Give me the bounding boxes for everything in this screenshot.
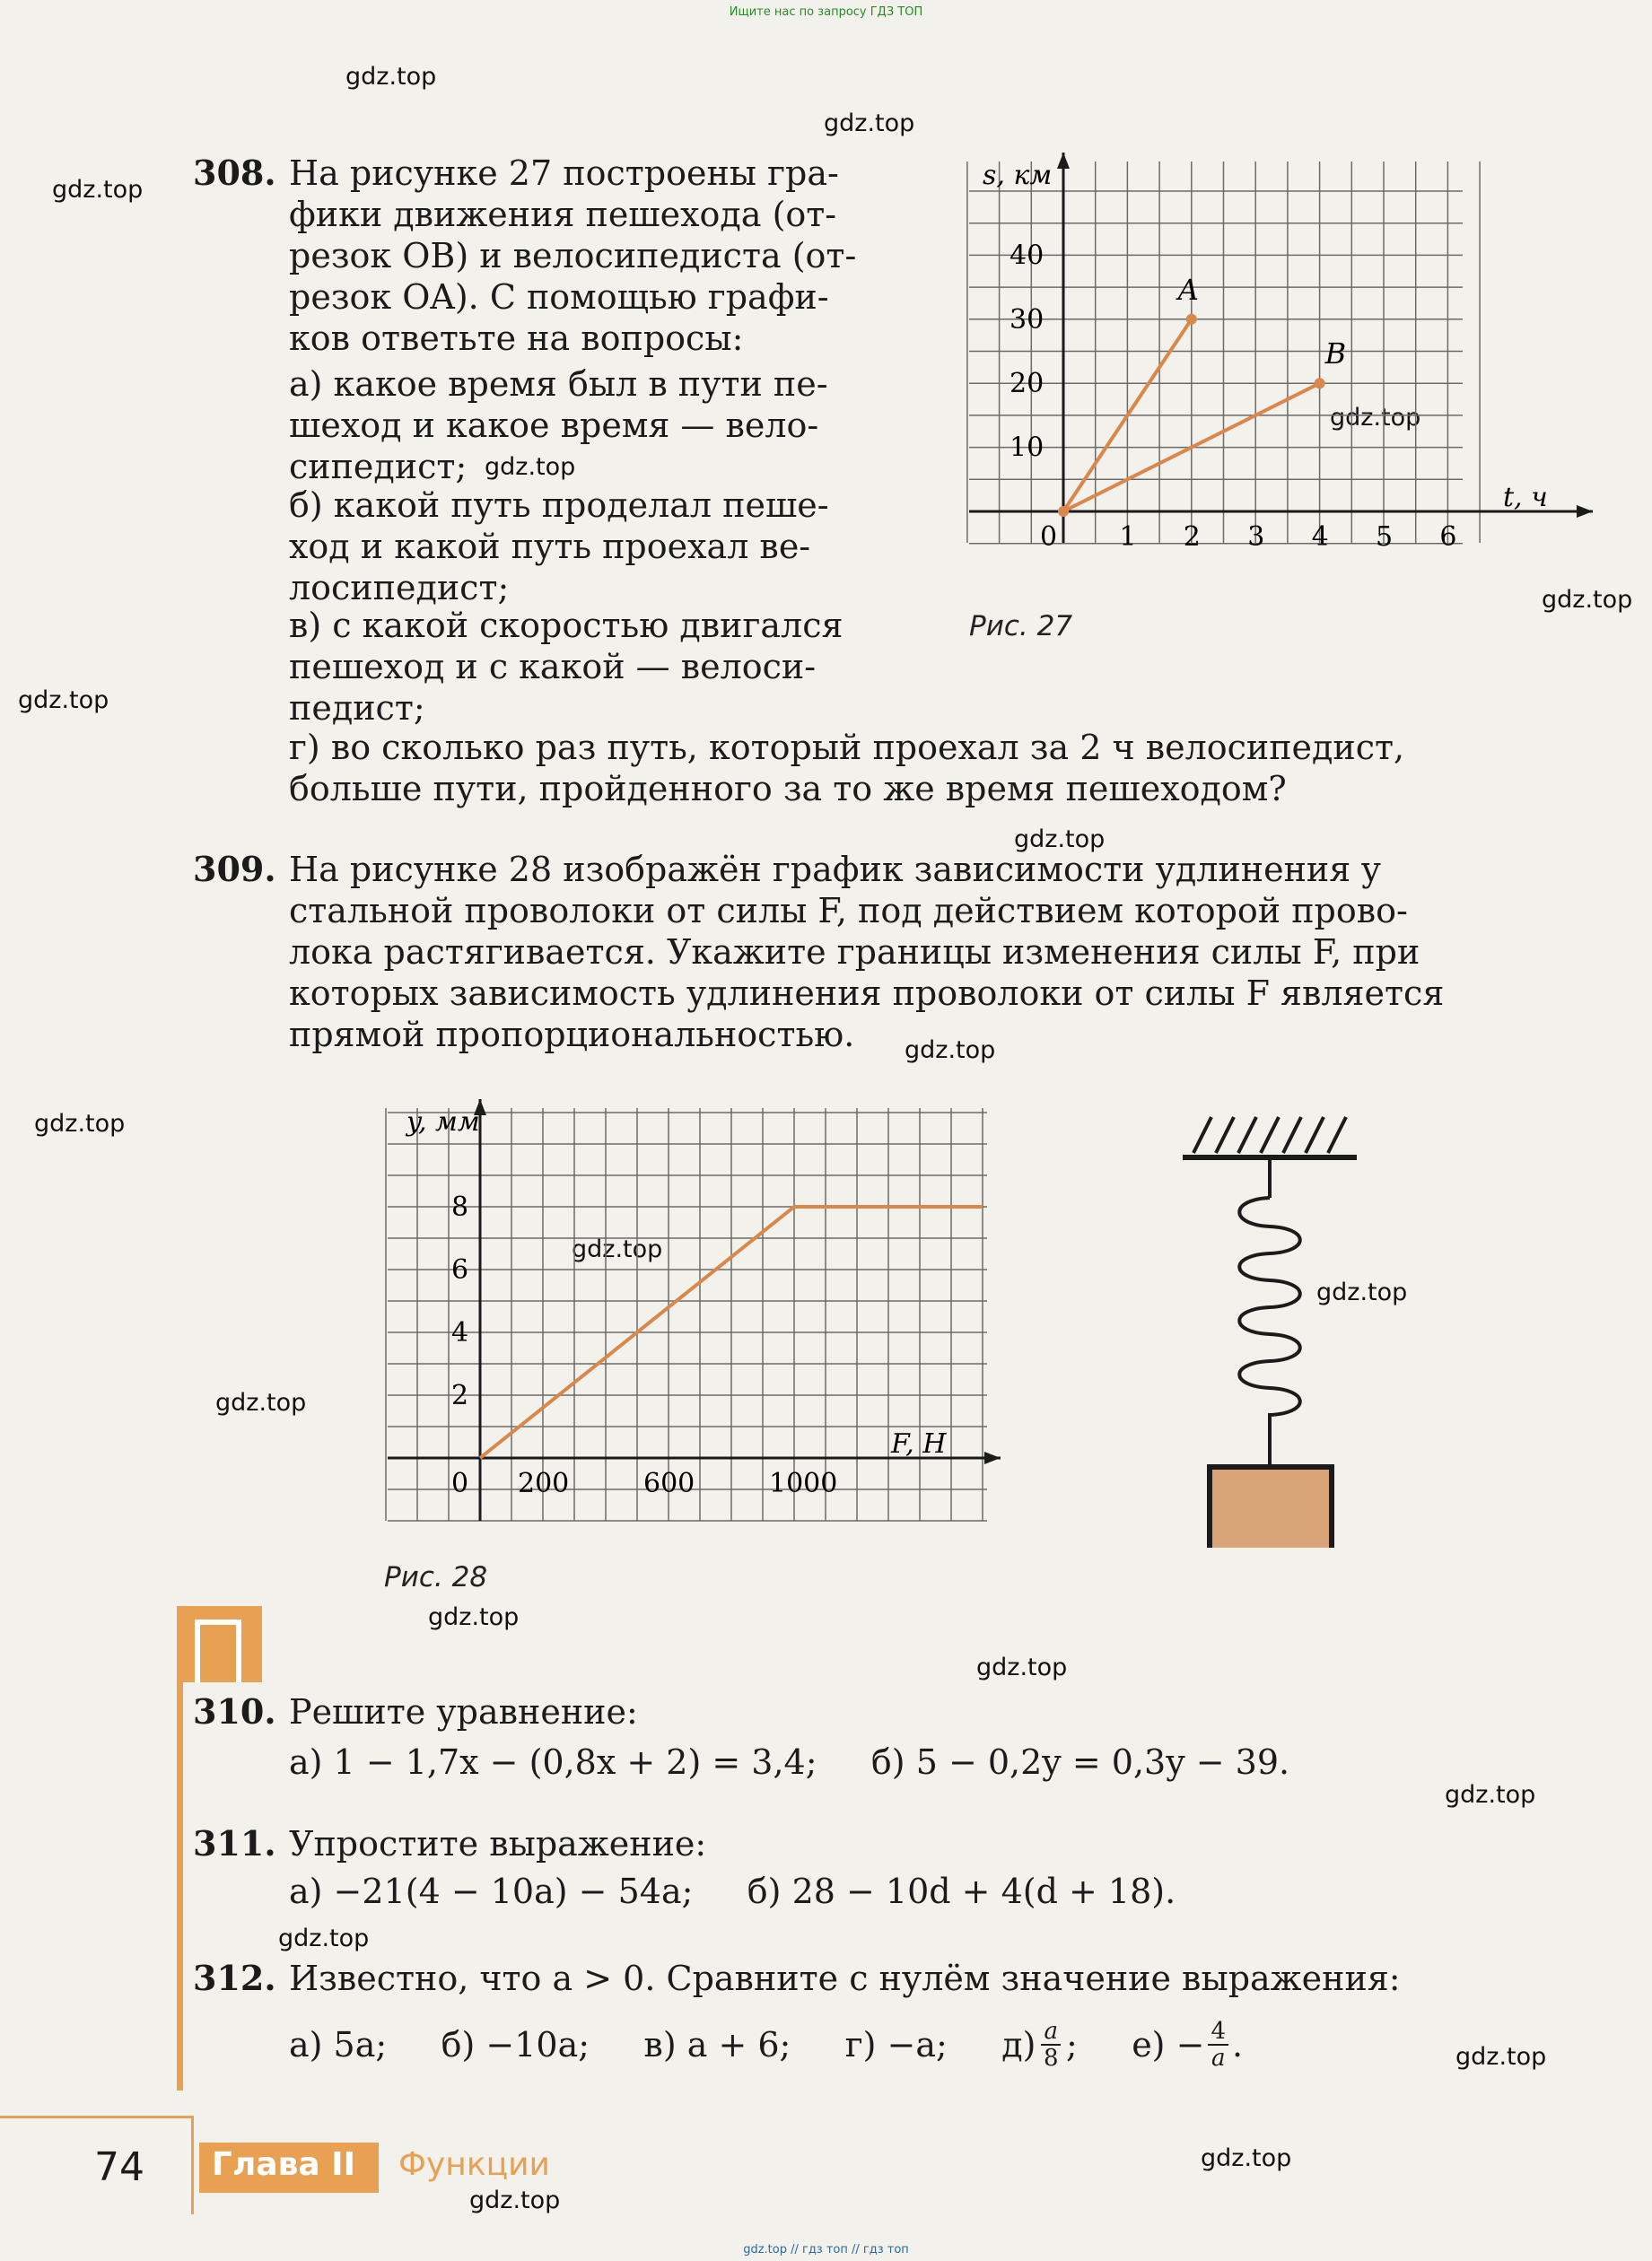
origin-label: 0 <box>451 1468 469 1499</box>
section-marker-glyph <box>195 1619 241 1682</box>
watermark: gdz.top <box>34 1110 126 1138</box>
text-line: которых зависимость удлинения проволоки от силы F является <box>289 973 1445 1013</box>
y-axis-label: y, мм <box>406 1106 480 1138</box>
spring-illustration <box>1167 1099 1391 1548</box>
text-line: больше пути, пройденного за то же время пешеходом? <box>289 769 1287 808</box>
items-text: а) 5a; б) −10a; в) a + 6; г) −a; д) <box>289 2025 1036 2065</box>
x-axis-arrow <box>984 1452 1001 1464</box>
footer-rule <box>191 2116 194 2214</box>
problem-number: 309. <box>193 849 276 889</box>
text-line: г) во сколько раз путь, который проехал за 2 ч велосипедист, <box>289 728 1405 767</box>
fraction-numerator: 4 <box>1208 2019 1228 2046</box>
x-tick-label: 2 <box>1183 521 1201 553</box>
watermark: gdz.top <box>824 109 915 137</box>
y-tick-label: 8 <box>451 1192 469 1223</box>
problem-title: Известно, что a > 0. Сравните с нулём значение выражения: <box>289 1959 1401 1998</box>
text-line: в) с какой скоростью двигался <box>289 606 843 645</box>
fraction-denominator: 8 <box>1043 2045 1059 2072</box>
y-tick-label: 30 <box>1010 303 1045 336</box>
fraction-numerator: a <box>1041 2019 1061 2046</box>
text-line: пешеход и с какой — велоси- <box>289 647 817 686</box>
figure-caption: Рис. 28 <box>384 1561 488 1593</box>
point-label-b: B <box>1324 336 1347 371</box>
y-tick-label: 6 <box>451 1254 469 1286</box>
text-line: ков ответьте на вопросы: <box>289 319 744 358</box>
x-tick-label: 600 <box>643 1468 695 1499</box>
chart-axes <box>969 153 1593 543</box>
y-tick-label: 40 <box>1010 240 1045 272</box>
x-axis-label: t, ч <box>1503 482 1548 513</box>
problem-number: 310. <box>193 1691 276 1732</box>
x-axis-label: F, Н <box>891 1428 947 1460</box>
fraction-denominator: a <box>1211 2045 1226 2072</box>
text-line: ход и какой путь проехал ве- <box>289 527 811 566</box>
x-tick-label: 5 <box>1376 521 1394 553</box>
x-tick-label: 3 <box>1247 521 1265 553</box>
x-tick-label: 4 <box>1311 521 1329 553</box>
page-number: 74 <box>94 2144 144 2190</box>
chart-labels <box>983 160 1548 553</box>
watermark: gdz.top <box>1014 825 1106 853</box>
x-tick-label: 1000 <box>769 1468 838 1499</box>
chart-grid <box>967 162 1480 544</box>
problem-title: Упростите выражение: <box>289 1824 707 1864</box>
weight-block <box>1210 1467 1332 1548</box>
items-text: ; е) − <box>1066 2025 1205 2065</box>
text-line: лока растягивается. Укажите границы изменения силы F, при <box>289 932 1420 972</box>
text-line: резок OA). С помощью графи- <box>289 277 829 317</box>
x-axis-arrow <box>1577 505 1593 518</box>
text-line: резок OB) и велосипедиста (от- <box>289 236 857 275</box>
watermark: gdz.top <box>345 63 437 91</box>
text-line: а) какое время был в пути пе- <box>289 364 828 404</box>
watermark: gdz.top <box>52 176 144 204</box>
problem-items <box>289 2019 1243 2071</box>
y-axis-label: s, км <box>983 160 1053 191</box>
text-line: фики движения пешехода (от- <box>289 195 837 234</box>
x-tick-label: 1 <box>1119 521 1137 553</box>
y-tick-label: 10 <box>1010 432 1045 464</box>
text-line: прямой пропорциональностью. <box>289 1015 855 1054</box>
figure-27-chart <box>933 148 1615 561</box>
y-axis-arrow <box>1057 153 1070 169</box>
data-point <box>1186 314 1197 325</box>
items-text: . <box>1231 2025 1244 2065</box>
data-point <box>1058 506 1069 517</box>
watermark: gdz.top <box>1542 586 1633 614</box>
watermark: gdz.top <box>1455 2043 1547 2071</box>
y-tick-label: 2 <box>451 1380 469 1411</box>
watermark: gdz.top <box>469 2187 561 2214</box>
fraction <box>1208 2019 1228 2071</box>
problem-number: 311. <box>193 1823 276 1864</box>
watermark: gdz.top <box>1445 1781 1536 1809</box>
watermark: gdz.top <box>278 1925 370 1952</box>
text-line: шеход и какое время — вело- <box>289 406 819 445</box>
chapter-title: Функции <box>398 2146 550 2183</box>
chapter-label: Глава II <box>212 2146 355 2183</box>
watermark: gdz.top <box>485 453 576 481</box>
x-tick-label: 200 <box>518 1468 570 1499</box>
problem-items: а) 1 − 1,7x − (0,8x + 2) = 3,4; б) 5 − 0,2y = 0,3y − 39. <box>289 1742 1290 1782</box>
text-line: сипедист; <box>289 447 468 486</box>
point-label-a: A <box>1177 272 1199 307</box>
problem-number: 308. <box>193 153 276 193</box>
text-line: На рисунке 27 построены гра- <box>289 153 839 193</box>
top-note: Ищите нас по запросу ГДЗ ТОП <box>729 5 923 19</box>
y-tick-label: 4 <box>451 1317 469 1349</box>
origin-label: 0 <box>1040 521 1058 553</box>
watermark: gdz.top <box>1201 2144 1292 2172</box>
text-line: педист; <box>289 688 425 728</box>
watermark: gdz.top <box>428 1603 520 1631</box>
text-line: стальной проволоки от силы F, под действием которой прово- <box>289 891 1408 930</box>
figure-caption: Рис. 27 <box>969 610 1073 642</box>
bottom-note: gdz.top // гдз топ // гдз топ <box>743 2243 909 2257</box>
data-point <box>1315 378 1325 388</box>
watermark: gdz.top <box>905 1036 996 1064</box>
watermark: gdz.top <box>1316 1279 1408 1306</box>
y-tick-label: 20 <box>1010 368 1045 400</box>
problem-number: 312. <box>193 1958 276 1998</box>
watermark: gdz.top <box>18 686 109 714</box>
watermark: gdz.top <box>215 1389 307 1417</box>
text-line: лосипедист; <box>289 568 510 607</box>
watermark: gdz.top <box>1330 404 1421 432</box>
text-line: На рисунке 28 изображён график зависимости удлинения y <box>289 850 1381 889</box>
problem-title: Решите уравнение: <box>289 1692 638 1732</box>
problem-items: а) −21(4 − 10a) − 54a; б) 28 − 10d + 4(d + 18). <box>289 1872 1176 1911</box>
footer-rule <box>0 2116 191 2118</box>
text-line: б) какой путь проделал пеше- <box>289 485 829 525</box>
figure-28-chart <box>377 1095 1005 1543</box>
watermark: gdz.top <box>976 1654 1068 1681</box>
x-tick-label: 6 <box>1439 521 1457 553</box>
section-marker-bar <box>177 1606 183 2091</box>
watermark: gdz.top <box>572 1235 663 1263</box>
fraction <box>1041 2019 1061 2071</box>
